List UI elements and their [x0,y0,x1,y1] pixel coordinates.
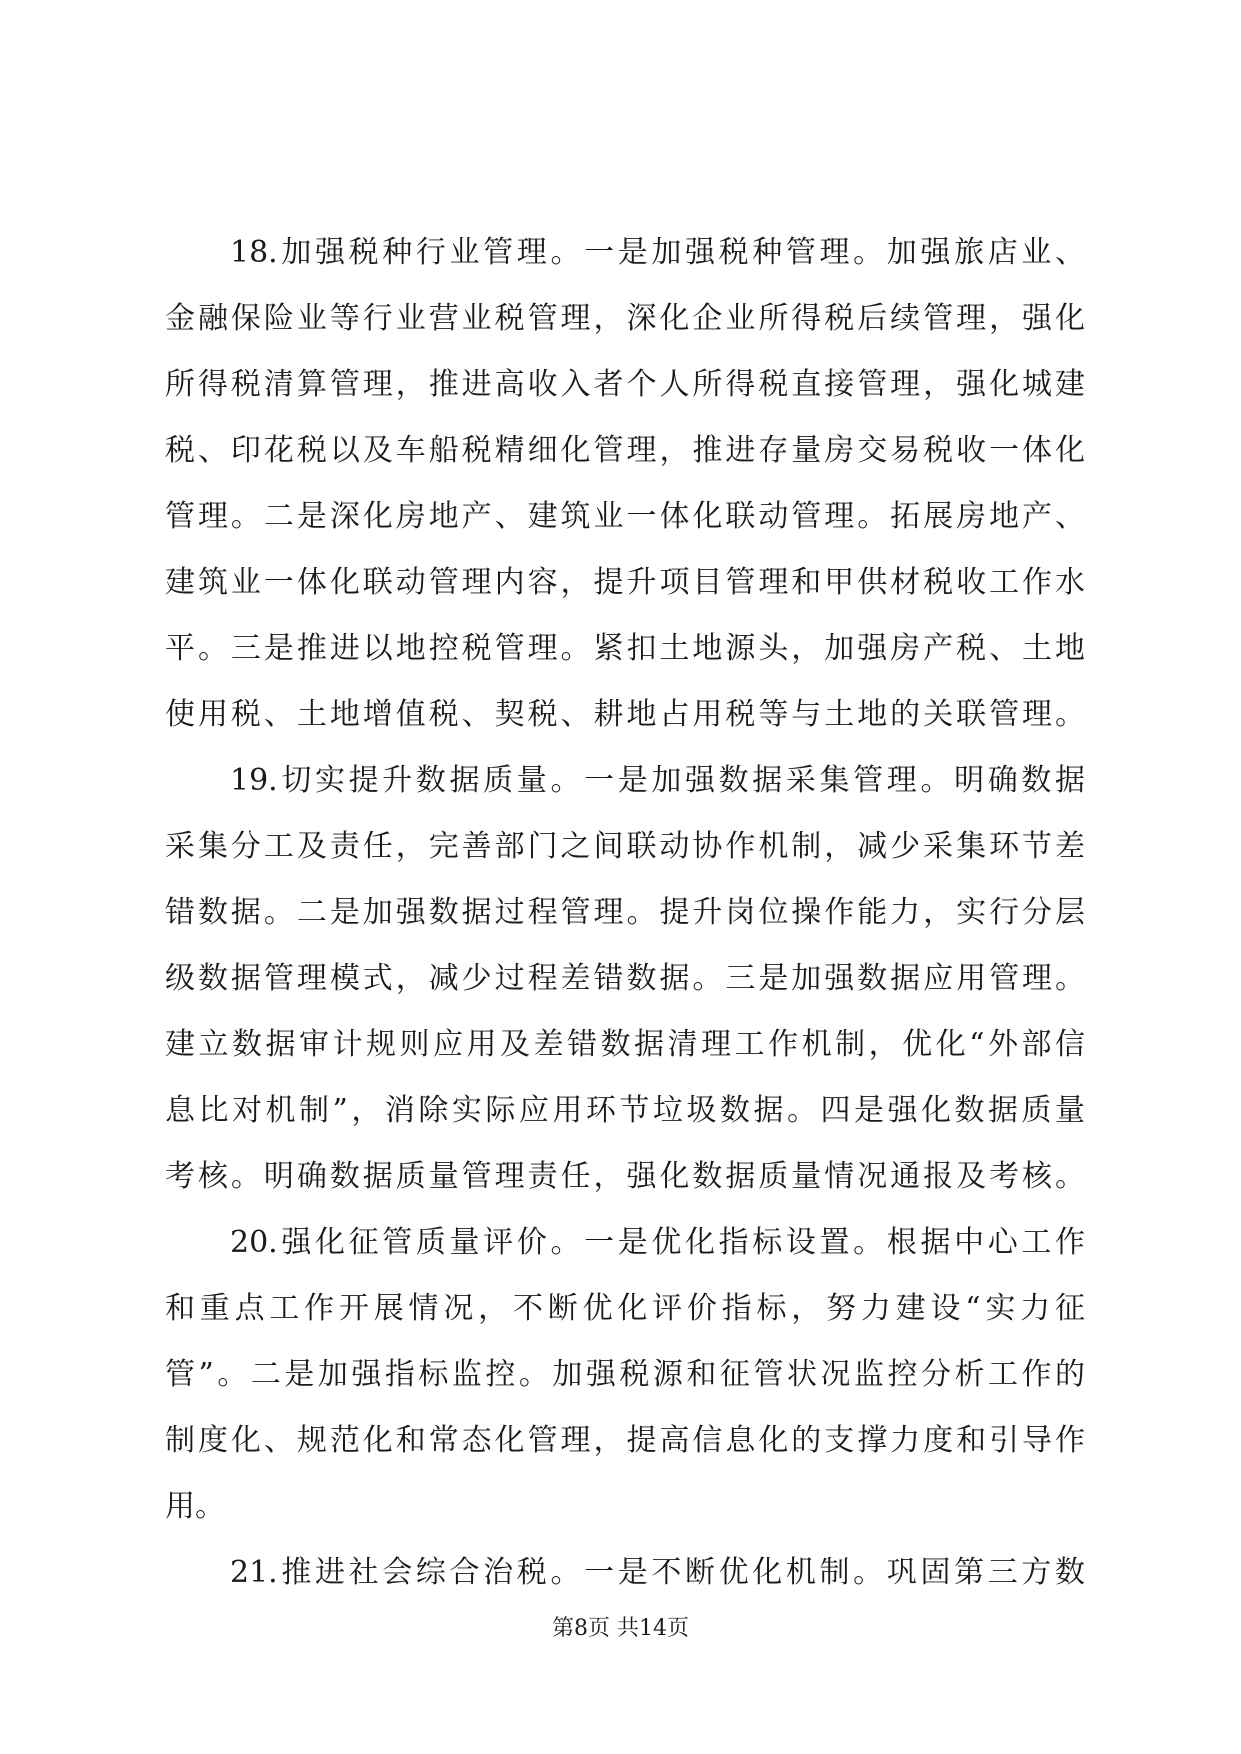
paragraph-line: 考核。明确数据质量管理责任，强化数据质量情况通报及考核。 [165,1159,1085,1194]
paragraph-line: 平。三是推进以地控税管理。紧扣土地源头，加强房产税、土地 [165,631,1085,666]
paragraph-line: 21.推进社会综合治税。一是不断优化机制。巩固第三方数 [230,1555,1085,1590]
paragraph-line: 建立数据审计规则应用及差错数据清理工作机制，优化“外部信 [165,1027,1085,1062]
paragraph-line: 18.加强税种行业管理。一是加强税种管理。加强旅店业、 [230,235,1085,270]
paragraph-line: 20.强化征管质量评价。一是优化指标设置。根据中心工作 [230,1225,1085,1260]
paragraph-line: 金融保险业等行业营业税管理，深化企业所得税后续管理，强化 [165,301,1085,336]
paragraph-line: 使用税、土地增值税、契税、耕地占用税等与土地的关联管理。 [165,697,1085,732]
paragraph-line: 级数据管理模式，减少过程差错数据。三是加强数据应用管理。 [165,961,1085,996]
paragraph-line: 和重点工作开展情况，不断优化评价指标，努力建设“实力征 [165,1291,1085,1326]
paragraph-line: 错数据。二是加强数据过程管理。提升岗位操作能力，实行分层 [165,895,1085,930]
paragraph-line: 管理。二是深化房地产、建筑业一体化联动管理。拓展房地产、 [165,499,1085,534]
paragraph-line: 制度化、规范化和常态化管理，提高信息化的支撑力度和引导作 [165,1423,1085,1458]
paragraph-line: 建筑业一体化联动管理内容，提升项目管理和甲供材税收工作水 [165,565,1085,600]
paragraph-line: 税、印花税以及车船税精细化管理，推进存量房交易税收一体化 [165,433,1085,468]
page-footer [0,1614,1241,1644]
paragraph-line: 采集分工及责任，完善部门之间联动协作机制，减少采集环节差 [165,829,1085,864]
paragraph-line: 所得税清算管理，推进高收入者个人所得税直接管理，强化城建 [165,367,1085,402]
paragraph-line: 用。 [165,1489,225,1524]
paragraph-line: 息比对机制”，消除实际应用环节垃圾数据。四是强化数据质量 [165,1093,1085,1128]
paragraph-line: 管”。二是加强指标监控。加强税源和征管状况监控分析工作的 [165,1357,1085,1392]
page-number-label: 第8页 共14页 [552,1616,689,1641]
paragraph-line: 19.切实提升数据质量。一是加强数据采集管理。明确数据 [230,763,1085,798]
